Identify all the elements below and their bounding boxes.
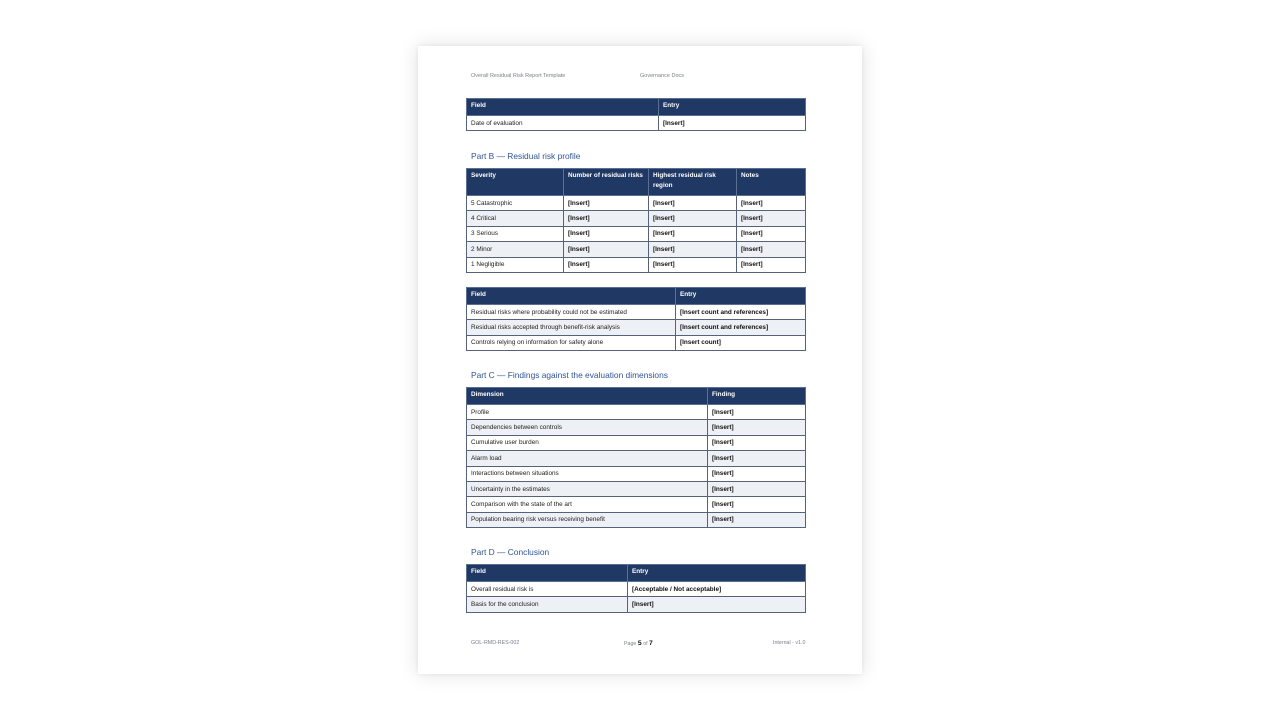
region-cell: [Insert] [649, 196, 737, 211]
table-row [467, 582, 806, 597]
table-header-field: Field [467, 288, 676, 305]
row-value: [Insert] [708, 466, 806, 481]
table-row [467, 257, 806, 272]
row-label: Uncertainty in the estimates [467, 481, 708, 496]
page-current: 5 [637, 640, 642, 647]
section-heading-part-d: Part D — Conclusion [471, 547, 550, 557]
table-row [467, 435, 806, 450]
row-label: Overall residual risk is [467, 582, 628, 597]
section-heading-part-c: Part C — Findings against the evaluation dimensions [471, 370, 668, 380]
table-header-region: Highest residual risk region [649, 169, 737, 196]
header-title: Overall Residual Risk Report Template [471, 73, 566, 79]
row-label: Population bearing risk versus receiving benefit [467, 512, 708, 527]
row-label: Alarm load [467, 451, 708, 466]
table-header-finding: Finding [708, 388, 806, 405]
table-header-severity: Severity [467, 169, 564, 196]
row-value: [Insert count] [676, 335, 806, 350]
table-row [467, 305, 806, 320]
header-org: Governance Docs [640, 73, 685, 79]
row-value: [Insert] [708, 512, 806, 527]
table-row [467, 512, 806, 527]
table-row [467, 481, 806, 496]
region-cell: [Insert] [649, 257, 737, 272]
table-row [467, 497, 806, 512]
table-row [467, 211, 806, 226]
table-row [467, 466, 806, 481]
region-cell: [Insert] [649, 226, 737, 241]
table-row [467, 116, 806, 131]
severity-cell: 4 Critical [467, 211, 564, 226]
page-total: 7 [649, 640, 653, 647]
row-value: [Insert] [708, 481, 806, 496]
table-row [467, 242, 806, 257]
row-value: [Insert count and references] [676, 305, 806, 320]
row-value: [Insert] [708, 451, 806, 466]
table-header-field: Field [467, 565, 628, 582]
row-value: [Insert] [708, 435, 806, 450]
count-cell: [Insert] [564, 226, 649, 241]
table-header-dimension: Dimension [467, 388, 708, 405]
severity-table [466, 168, 806, 273]
row-label: Date of evaluation [467, 116, 659, 131]
table-header-notes: Notes [737, 169, 806, 196]
region-cell: [Insert] [649, 242, 737, 257]
conclusion-table [466, 564, 806, 613]
row-label: Profile [467, 405, 708, 420]
row-label: Controls relying on information for safety alone [467, 335, 676, 350]
notes-cell: [Insert] [737, 242, 806, 257]
notes-cell: [Insert] [737, 196, 806, 211]
count-cell: [Insert] [564, 257, 649, 272]
table-row [467, 420, 806, 435]
row-value: [Insert] [628, 597, 806, 612]
table-row [467, 405, 806, 420]
table-row [467, 226, 806, 241]
residual-counts-table [466, 287, 806, 351]
row-label: Residual risks accepted through benefit-risk analysis [467, 320, 676, 335]
row-value: [Insert] [659, 116, 806, 131]
row-label: Basis for the conclusion [467, 597, 628, 612]
table-header-entry: Entry [676, 288, 806, 305]
count-cell: [Insert] [564, 196, 649, 211]
table-row [467, 196, 806, 211]
page-of: of [643, 641, 648, 647]
table-row [467, 451, 806, 466]
notes-cell: [Insert] [737, 257, 806, 272]
section-heading-part-b: Part B — Residual risk profile [471, 151, 581, 161]
notes-cell: [Insert] [737, 211, 806, 226]
page-prefix: Page [624, 641, 637, 647]
row-value: [Insert] [708, 405, 806, 420]
footer-doc-id: GOL-RMD-RES-002 [471, 640, 520, 646]
row-value: [Insert] [708, 420, 806, 435]
document-page [418, 46, 862, 674]
row-label: Cumulative user burden [467, 435, 708, 450]
findings-table [466, 387, 806, 528]
footer-classification: Internal - v1.0 [773, 640, 806, 646]
count-cell: [Insert] [564, 211, 649, 226]
table-header-count: Number of residual risks [564, 169, 649, 196]
severity-cell: 5 Catastrophic [467, 196, 564, 211]
table-row [467, 335, 806, 350]
row-value: [Acceptable / Not acceptable] [628, 582, 806, 597]
severity-cell: 1 Negligible [467, 257, 564, 272]
severity-cell: 2 Minor [467, 242, 564, 257]
date-table [466, 98, 806, 131]
table-row [467, 597, 806, 612]
row-label: Comparison with the state of the art [467, 497, 708, 512]
count-cell: [Insert] [564, 242, 649, 257]
notes-cell: [Insert] [737, 226, 806, 241]
row-value: [Insert] [708, 497, 806, 512]
table-header-entry: Entry [659, 99, 806, 116]
row-label: Residual risks where probability could not be estimated [467, 305, 676, 320]
region-cell: [Insert] [649, 211, 737, 226]
table-header-entry: Entry [628, 565, 806, 582]
table-header-field: Field [467, 99, 659, 116]
row-label: Interactions between situations [467, 466, 708, 481]
row-label: Dependencies between controls [467, 420, 708, 435]
row-value: [Insert count and references] [676, 320, 806, 335]
footer-page-number [624, 640, 653, 647]
table-row [467, 320, 806, 335]
severity-cell: 3 Serious [467, 226, 564, 241]
